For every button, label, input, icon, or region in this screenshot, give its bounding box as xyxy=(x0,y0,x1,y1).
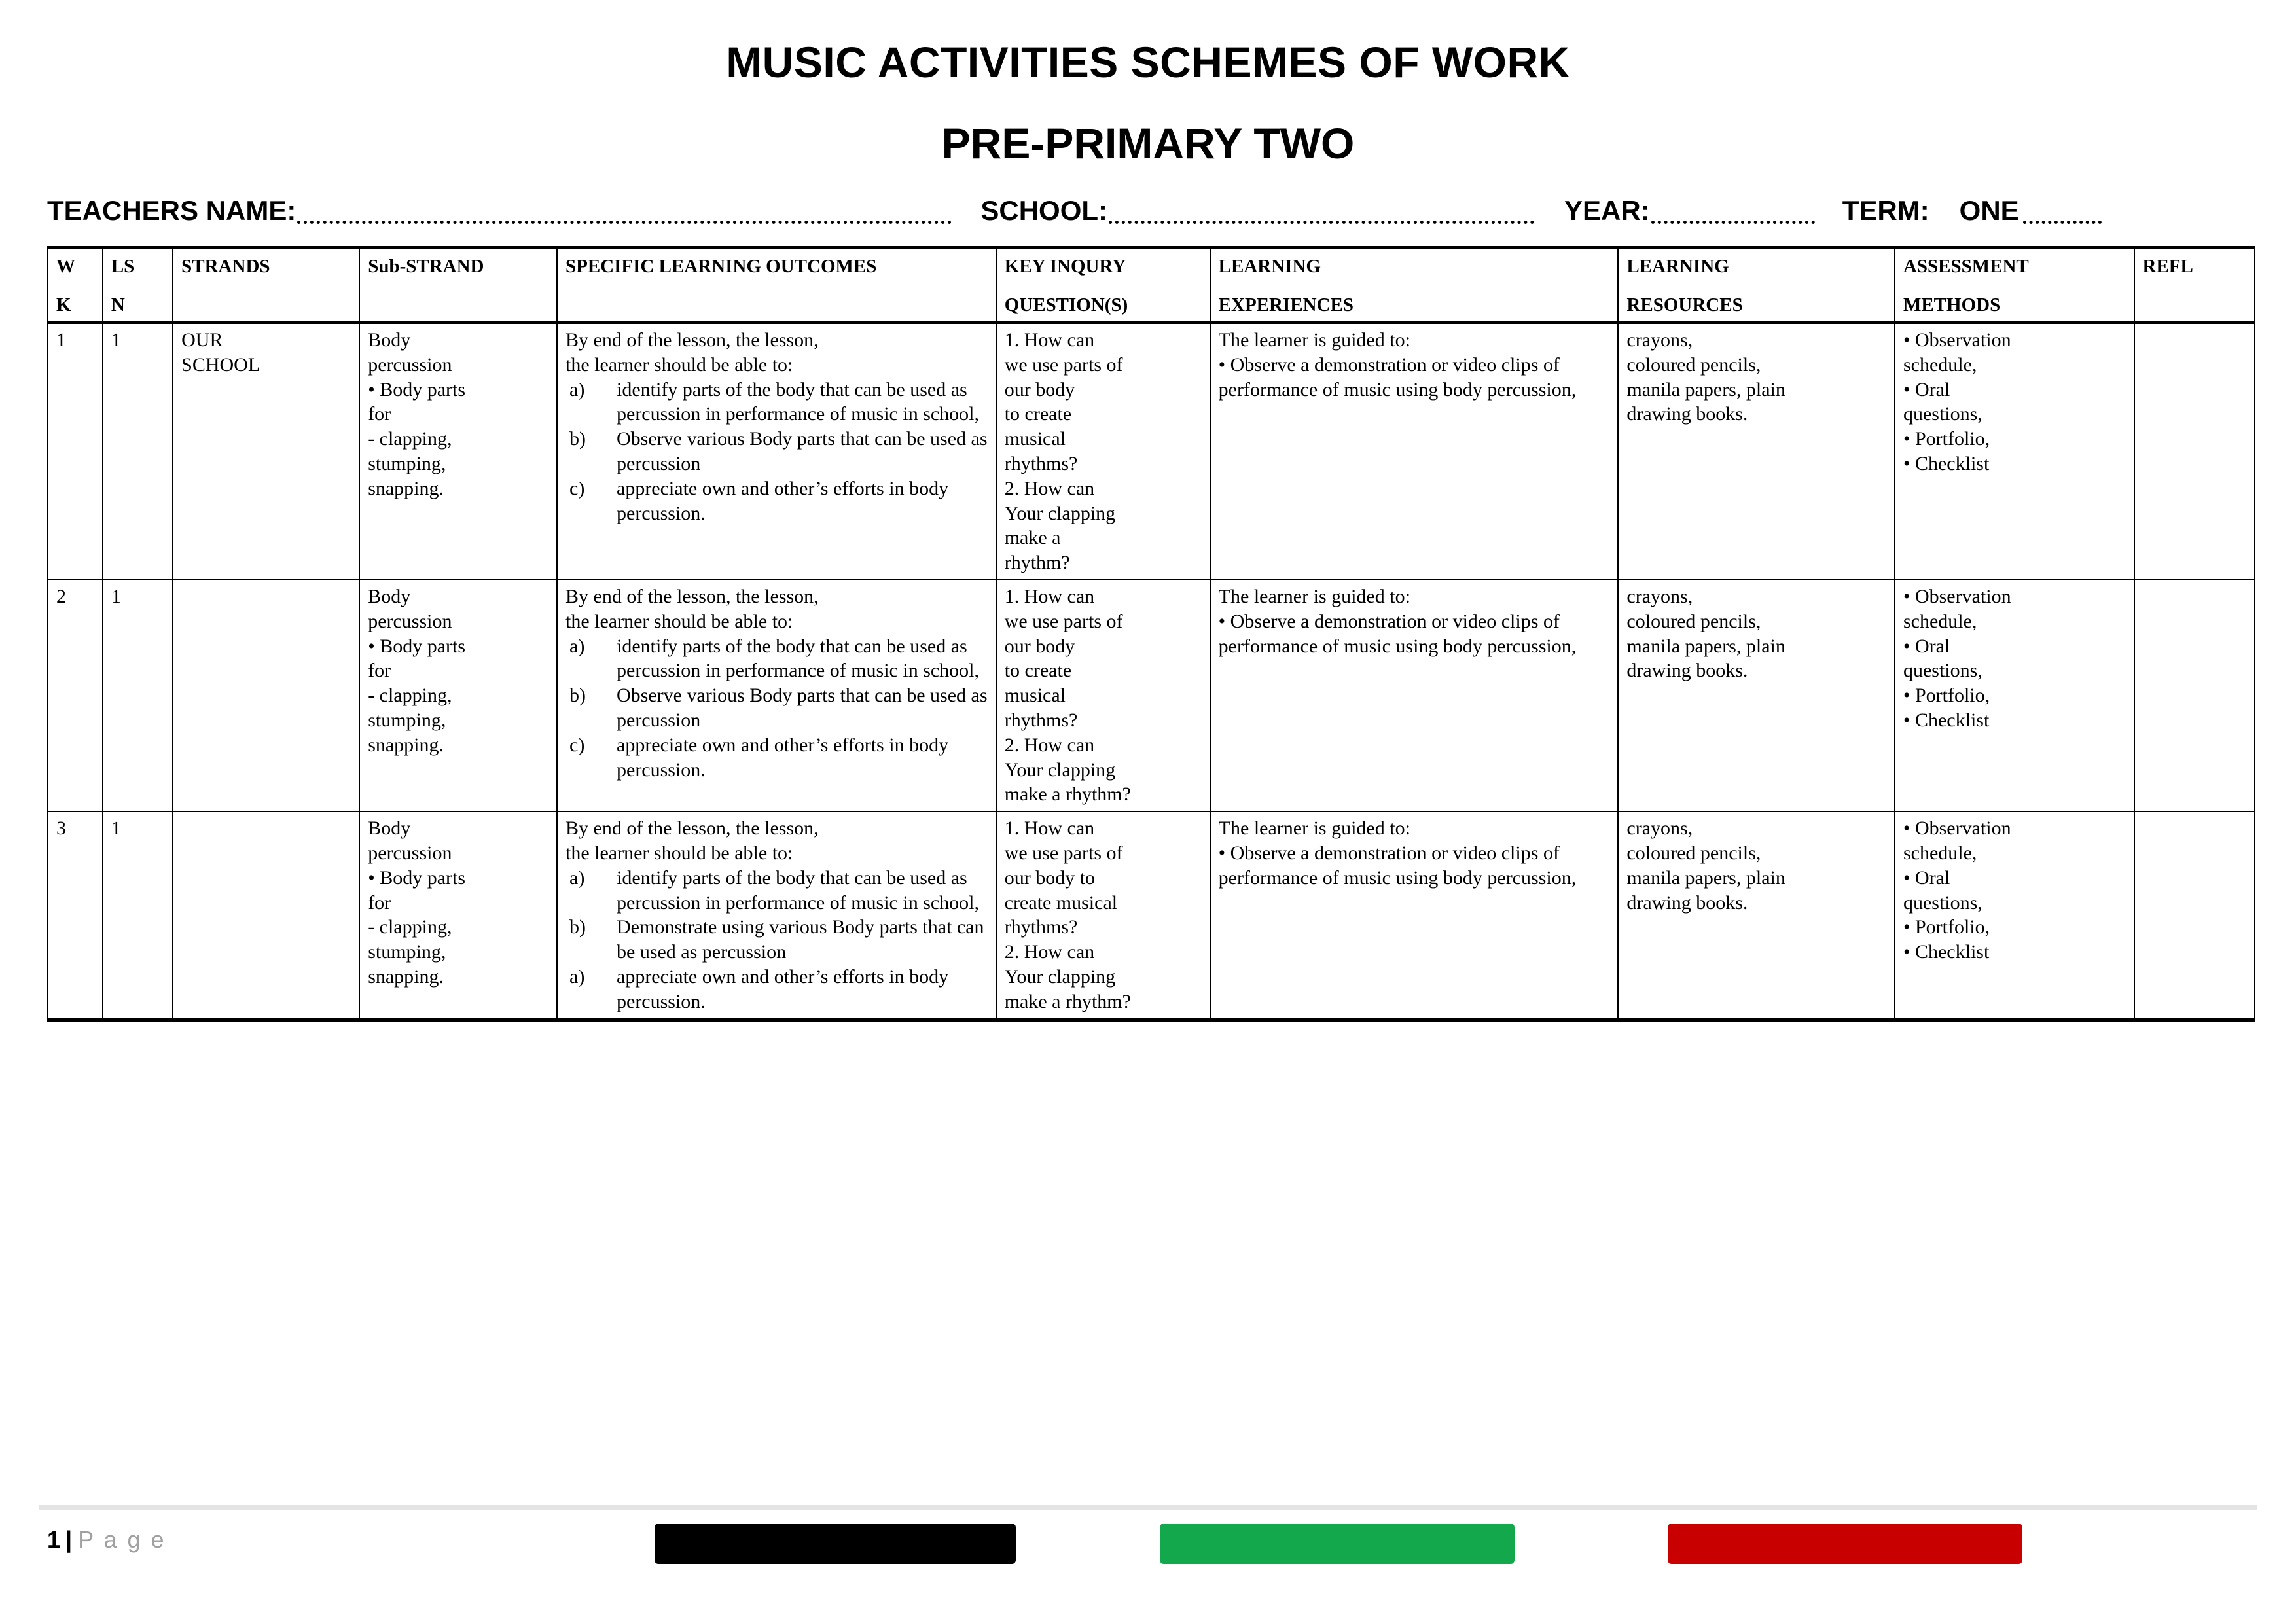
learning-experiences-item: • Observe a demonstration or video clips of performance of music using body percussion, xyxy=(1218,610,1577,657)
text-line: create musical xyxy=(1004,891,1118,914)
table-row xyxy=(48,812,2255,1020)
slo-item-text: identify parts of the body that can be used as percussion in performance of music in school, xyxy=(617,866,980,914)
learning-experiences-item: • Observe a demonstration or video clips of performance of music using body percussion, xyxy=(1218,353,1577,401)
slo-intro xyxy=(565,328,989,378)
cell-key-inquiry-questions xyxy=(996,812,1210,1020)
page-subtitle: PRE-PRIMARY TWO xyxy=(941,119,1355,168)
key_inquiry xyxy=(1005,816,1203,1014)
text-line: for xyxy=(368,660,391,682)
slo-item-marker: c) xyxy=(569,477,585,499)
text-line: snapping. xyxy=(368,734,444,756)
cell-week xyxy=(48,812,103,1020)
page-number-separator: | xyxy=(65,1526,75,1553)
header-line-1: LEARNING xyxy=(1218,256,1321,277)
text-line: percussion xyxy=(368,610,452,632)
text-line: schedule, xyxy=(1903,842,1977,864)
term-label: TERM: xyxy=(1842,195,1929,226)
text-line: we use parts of xyxy=(1004,842,1123,864)
slo-list-item xyxy=(565,683,989,733)
table-row xyxy=(48,323,2255,580)
header-line-1: LEARNING xyxy=(1626,256,1729,277)
flag-bar-black xyxy=(655,1524,1016,1564)
text-line: the learner should be able to: xyxy=(565,353,793,376)
column-header-lesson-number xyxy=(103,248,173,323)
text-line: 2. How can xyxy=(1004,734,1095,756)
text-line: coloured pencils, xyxy=(1626,610,1761,632)
teachers-name-label: TEACHERS NAME: xyxy=(47,195,296,226)
schemes-of-work-table xyxy=(47,246,2255,1022)
slo-item-marker: a) xyxy=(569,378,585,401)
text-line: to create xyxy=(1004,403,1072,425)
assessment_methods xyxy=(1903,816,2127,965)
header-line-1: REFL xyxy=(2142,256,2193,277)
assessment_methods xyxy=(1903,584,2127,733)
substrand xyxy=(368,816,550,990)
slo-list xyxy=(565,866,989,1014)
term-value[interactable]: ONE xyxy=(1959,195,2019,226)
text-line: 2. How can xyxy=(1004,941,1095,963)
text-line: • Observation xyxy=(1903,817,2011,840)
slo-item-text: identify parts of the body that can be used as percussion in performance of music in school, xyxy=(617,635,980,682)
lesson-number-value: 1 xyxy=(111,586,121,608)
text-line: Your clapping xyxy=(1004,758,1116,781)
cell-lesson-number xyxy=(103,580,173,812)
column-header-learning-resources xyxy=(1618,248,1895,323)
learning_resources xyxy=(1626,584,1888,683)
slo-item-marker: b) xyxy=(569,685,586,707)
year-input[interactable] xyxy=(1651,198,1815,224)
learning-experiences-list xyxy=(1219,609,1611,659)
text-line: Body xyxy=(368,586,411,608)
column-header-sub-strand xyxy=(359,248,557,323)
text-line: - clapping, xyxy=(368,916,452,938)
header-line-2: EXPERIENCES xyxy=(1218,294,1354,315)
page-footer xyxy=(0,1492,2296,1623)
slo-item-text: appreciate own and other’s efforts in body percussion. xyxy=(617,965,949,1012)
cell-key-inquiry-questions xyxy=(996,323,1210,580)
slo-item-text: appreciate own and other’s efforts in body percussion. xyxy=(617,477,949,524)
text-line: • Portfolio, xyxy=(1903,916,1990,938)
week-value: 2 xyxy=(56,586,66,608)
text-line: schedule, xyxy=(1903,353,1977,376)
cell-strands xyxy=(173,323,359,580)
cell-assessment-methods xyxy=(1895,323,2134,580)
header-line-2: K xyxy=(56,294,71,315)
flag-colour-bars xyxy=(0,1524,2296,1564)
text-line: • Observation xyxy=(1903,329,2011,351)
cell-week xyxy=(48,323,103,580)
text-line: for xyxy=(368,891,391,914)
header-line-2: METHODS xyxy=(1903,294,2001,315)
learning-experiences-list xyxy=(1219,353,1611,402)
slo-list-item xyxy=(565,733,989,783)
text-line: coloured pencils, xyxy=(1626,842,1761,864)
slo-list-item xyxy=(565,378,989,427)
header-line-1: W xyxy=(56,256,75,277)
slo-list xyxy=(565,378,989,526)
text-line: schedule, xyxy=(1903,610,1977,632)
text-line: • Oral xyxy=(1903,378,1950,401)
text-line: • Oral xyxy=(1903,635,1950,657)
text-line: Your clapping xyxy=(1004,502,1116,524)
text-line: Body xyxy=(368,329,411,351)
text-line: drawing books. xyxy=(1626,403,1748,425)
lesson-number-value: 1 xyxy=(111,329,121,351)
slo-list-item xyxy=(565,476,989,526)
text-line: manila papers, plain xyxy=(1626,635,1785,657)
slo-list-item xyxy=(565,965,989,1014)
column-header-learning-experiences xyxy=(1210,248,1619,323)
column-header-strands xyxy=(173,248,359,323)
slo-list-item xyxy=(565,866,989,916)
column-header-reflection xyxy=(2134,248,2255,323)
text-line: rhythms? xyxy=(1004,453,1078,475)
page-word-label: P a g e xyxy=(78,1526,166,1553)
text-line: the learner should be able to: xyxy=(565,610,793,632)
text-line: coloured pencils, xyxy=(1626,353,1761,376)
slo-intro xyxy=(565,816,989,866)
slo-list-item xyxy=(565,427,989,476)
cell-strands xyxy=(173,812,359,1020)
slo-item-text: Observe various Body parts that can be used as percussion xyxy=(617,685,988,732)
text-line: questions, xyxy=(1903,403,1982,425)
header-line-1: LS xyxy=(111,256,135,277)
assessment_methods xyxy=(1903,328,2127,476)
slo-item-text: Observe various Body parts that can be used as percussion xyxy=(617,428,988,475)
text-line: rhythm? xyxy=(1004,552,1070,574)
text-line: crayons, xyxy=(1626,329,1693,351)
column-header-specific-learning-outcomes xyxy=(557,248,996,323)
week-value: 1 xyxy=(56,329,66,351)
cell-learning-experiences xyxy=(1210,323,1619,580)
learning-experiences-intro: The learner is guided to: xyxy=(1218,586,1410,608)
substrand xyxy=(368,328,550,501)
text-line: our body xyxy=(1004,378,1075,401)
text-line: 1. How can xyxy=(1004,586,1095,608)
slo-list xyxy=(565,634,989,783)
slo-item-marker: b) xyxy=(569,916,586,938)
cell-specific-learning-outcomes xyxy=(557,812,996,1020)
cell-sub-strand xyxy=(359,323,557,580)
cell-reflection xyxy=(2134,580,2255,812)
column-header-key-inquiry-questions xyxy=(996,248,1210,323)
text-line: snapping. xyxy=(368,477,444,499)
cell-reflection xyxy=(2134,323,2255,580)
year-label: YEAR: xyxy=(1564,195,1650,226)
learning-experiences-item: • Observe a demonstration or video clips of performance of music using body percussion, xyxy=(1218,842,1577,889)
text-line: musical xyxy=(1004,685,1066,707)
cell-specific-learning-outcomes xyxy=(557,323,996,580)
cell-key-inquiry-questions xyxy=(996,580,1210,812)
slo-list-item xyxy=(565,915,989,965)
text-line: • Checklist xyxy=(1903,453,1990,475)
text-line: for xyxy=(368,403,391,425)
header-line-2: N xyxy=(111,294,125,315)
text-line: OUR xyxy=(181,329,223,351)
page-number-value: 1 xyxy=(47,1526,61,1553)
text-line: 1. How can xyxy=(1004,329,1095,351)
page-title: MUSIC ACTIVITIES SCHEMES OF WORK xyxy=(726,38,1570,86)
slo-item-marker: a) xyxy=(569,866,585,889)
slo-item-marker: b) xyxy=(569,428,586,450)
cell-assessment-methods xyxy=(1895,580,2134,812)
text-line: manila papers, plain xyxy=(1626,866,1785,889)
table-row xyxy=(48,580,2255,812)
learning_resources xyxy=(1626,816,1888,915)
text-line: 1. How can xyxy=(1004,817,1095,840)
cell-lesson-number xyxy=(103,812,173,1020)
text-line: • Body parts xyxy=(368,378,466,401)
slo-item-text: identify parts of the body that can be used as percussion in performance of music in school, xyxy=(617,378,980,425)
cell-specific-learning-outcomes xyxy=(557,580,996,812)
text-line: • Portfolio, xyxy=(1903,685,1990,707)
term-input[interactable] xyxy=(2023,198,2102,224)
header-line-1: Sub-STRAND xyxy=(368,256,484,277)
cell-assessment-methods xyxy=(1895,812,2134,1020)
text-line: - clapping, xyxy=(368,685,452,707)
table-body xyxy=(48,323,2255,1020)
header-line-1: KEY INQURY xyxy=(1004,256,1126,277)
cell-strands xyxy=(173,580,359,812)
cell-lesson-number xyxy=(103,323,173,580)
learning-experiences-list xyxy=(1219,841,1611,891)
text-line: • Checklist xyxy=(1903,941,1990,963)
text-line: By end of the lesson, the lesson, xyxy=(565,586,819,608)
text-line: • Body parts xyxy=(368,866,466,889)
slo-item-marker: a) xyxy=(569,965,585,988)
text-line: • Body parts xyxy=(368,635,466,657)
text-line: Your clapping xyxy=(1004,965,1116,988)
text-line: questions, xyxy=(1903,660,1982,682)
flag-bar-red xyxy=(1668,1524,2022,1564)
cell-sub-strand xyxy=(359,812,557,1020)
text-line: make a rhythm? xyxy=(1004,783,1131,806)
text-line: the learner should be able to: xyxy=(565,842,793,864)
header-line-1: ASSESSMENT xyxy=(1903,256,2029,277)
text-line: questions, xyxy=(1903,891,1982,914)
cell-sub-strand xyxy=(359,580,557,812)
text-line: 2. How can xyxy=(1004,477,1095,499)
slo-list-item xyxy=(565,634,989,684)
document-meta-row xyxy=(0,165,2296,226)
text-line: • Checklist xyxy=(1903,709,1990,732)
key_inquiry xyxy=(1005,328,1203,575)
text-line: crayons, xyxy=(1626,586,1693,608)
text-line: Body xyxy=(368,817,411,840)
header-line-1: STRANDS xyxy=(181,256,270,277)
key_inquiry xyxy=(1005,584,1203,807)
text-line: our body xyxy=(1004,635,1075,657)
slo-intro xyxy=(565,584,989,634)
flag-bar-green xyxy=(1160,1524,1515,1564)
text-line: • Observation xyxy=(1903,586,2011,608)
cell-learning-resources xyxy=(1618,812,1895,1020)
header-line-2: RESOURCES xyxy=(1626,294,1743,315)
school-input[interactable] xyxy=(1109,198,1534,224)
cell-learning-experiences xyxy=(1210,580,1619,812)
text-line: drawing books. xyxy=(1626,660,1748,682)
column-header-week xyxy=(48,248,103,323)
text-line: drawing books. xyxy=(1626,891,1748,914)
slo-item-text: Demonstrate using various Body parts that can be used as percussion xyxy=(617,916,984,963)
text-line: rhythms? xyxy=(1004,709,1078,732)
slo-item-marker: c) xyxy=(569,734,585,756)
cell-learning-resources xyxy=(1618,580,1895,812)
text-line: percussion xyxy=(368,842,452,864)
text-line: make a rhythm? xyxy=(1004,990,1131,1012)
slo-item-marker: a) xyxy=(569,635,585,657)
text-line: snapping. xyxy=(368,965,444,988)
strands xyxy=(181,328,352,378)
text-line: musical xyxy=(1004,428,1066,450)
text-line: our body to xyxy=(1004,866,1096,889)
cell-learning-experiences xyxy=(1210,812,1619,1020)
text-line: • Portfolio, xyxy=(1903,428,1990,450)
slo-item-text: appreciate own and other’s efforts in body percussion. xyxy=(617,734,949,781)
table-header-row xyxy=(48,248,2255,323)
text-line: crayons, xyxy=(1626,817,1693,840)
text-line: stumping, xyxy=(368,453,446,475)
learning-experiences-intro: The learner is guided to: xyxy=(1218,329,1410,351)
header-line-1: SPECIFIC LEARNING OUTCOMES xyxy=(565,256,877,277)
cell-learning-resources xyxy=(1618,323,1895,580)
text-line: - clapping, xyxy=(368,428,452,450)
cell-week xyxy=(48,580,103,812)
schemes-of-work-table-wrapper xyxy=(0,226,2296,1022)
learning_resources xyxy=(1626,328,1888,427)
text-line: percussion xyxy=(368,353,452,376)
text-line: By end of the lesson, the lesson, xyxy=(565,329,819,351)
week-value: 3 xyxy=(56,817,66,840)
teachers-name-input[interactable] xyxy=(297,198,952,224)
text-line: to create xyxy=(1004,660,1072,682)
text-line: stumping, xyxy=(368,709,446,732)
text-line: we use parts of xyxy=(1004,353,1123,376)
text-line: • Oral xyxy=(1903,866,1950,889)
lesson-number-value: 1 xyxy=(111,817,121,840)
text-line: By end of the lesson, the lesson, xyxy=(565,817,819,840)
column-header-assessment-methods xyxy=(1895,248,2134,323)
text-line: we use parts of xyxy=(1004,610,1123,632)
text-line: manila papers, plain xyxy=(1626,378,1785,401)
text-line: SCHOOL xyxy=(181,353,260,376)
cell-reflection xyxy=(2134,812,2255,1020)
learning-experiences-intro: The learner is guided to: xyxy=(1218,817,1410,840)
text-line: stumping, xyxy=(368,941,446,963)
footer-divider xyxy=(39,1505,2257,1510)
text-line: make a xyxy=(1004,527,1061,549)
substrand xyxy=(368,584,550,758)
text-line: rhythms? xyxy=(1004,916,1078,938)
school-label: SCHOOL: xyxy=(980,195,1107,226)
header-line-2: QUESTION(S) xyxy=(1004,294,1128,315)
